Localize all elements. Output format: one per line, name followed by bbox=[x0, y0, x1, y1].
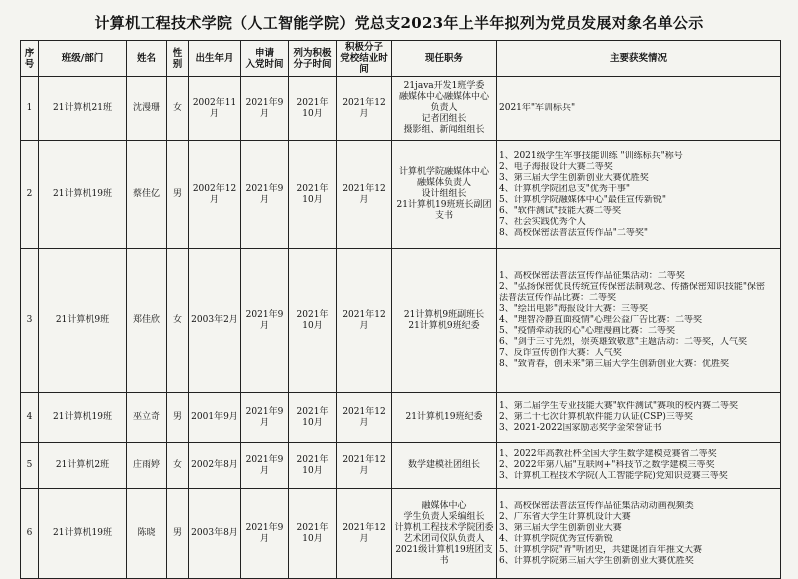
row-index: 1 bbox=[21, 77, 39, 141]
page-title: 计算机工程技术学院（人工智能学院）党总支2023年上半年拟列为党员发展对象名单公示 bbox=[94, 14, 704, 32]
row-apply-date: 2021年9月 bbox=[241, 489, 289, 579]
award-item: 2021年"军训标兵" bbox=[499, 103, 576, 113]
row-birth: 2002年11月 bbox=[189, 77, 241, 141]
row-index: 6 bbox=[21, 489, 39, 579]
award-item: 3、第三届大学生创新创业大赛 bbox=[499, 522, 622, 533]
row-activist-date: 2021年10月 bbox=[289, 489, 337, 579]
table-row bbox=[21, 489, 781, 579]
award-item: 5、计算机学院"青"听团史，共建诞团百年推文大赛 bbox=[499, 544, 703, 555]
header-position: 现任职务 bbox=[392, 41, 497, 77]
row-awards bbox=[497, 489, 781, 579]
row-class: 21计算机21班 bbox=[39, 77, 127, 141]
row-name: 郑佳欣 bbox=[127, 249, 167, 393]
row-training-date: 2021年12月 bbox=[337, 393, 392, 443]
row-birth: 2002年12月 bbox=[189, 141, 241, 249]
header-training-date: 积极分子 党校结业时间 bbox=[337, 41, 392, 77]
row-position: 21计算机19班纪委 bbox=[392, 393, 497, 443]
award-item: 7、反诈宣传创作大赛：人气奖 bbox=[499, 348, 622, 358]
award-item: 1、第二届学生专业技能大赛"软件测试"赛项的校内赛二等奖 bbox=[499, 401, 739, 411]
row-training-date: 2021年12月 bbox=[337, 249, 392, 393]
award-item: 6、计算机学院第三届大学生创新创业大赛优胜奖 bbox=[499, 555, 694, 566]
row-name: 蔡佳亿 bbox=[127, 141, 167, 249]
row-name: 庄雨婷 bbox=[127, 443, 167, 489]
row-gender: 女 bbox=[167, 443, 189, 489]
row-activist-date: 2021年10月 bbox=[289, 77, 337, 141]
award-item: 2、广东省大学生计算机设计大赛 bbox=[499, 511, 631, 522]
table-row bbox=[21, 393, 781, 443]
row-birth: 2002年8月 bbox=[189, 443, 241, 489]
award-item: 6、"剑于三寸先烈，崇英雄致敬意"主题活动：二等奖，人气奖 bbox=[499, 337, 748, 347]
row-training-date: 2021年12月 bbox=[337, 77, 392, 141]
header-awards: 主要获奖情况 bbox=[497, 41, 781, 77]
row-gender: 男 bbox=[167, 393, 189, 443]
row-apply-date: 2021年9月 bbox=[241, 141, 289, 249]
row-index: 2 bbox=[21, 141, 39, 249]
award-item: 法普法宣传作品比赛：二等奖 bbox=[499, 293, 617, 303]
row-class: 21计算机2班 bbox=[39, 443, 127, 489]
row-awards bbox=[497, 249, 781, 393]
award-item: 5、计算机学院融媒体中心"最佳宣传新锐" bbox=[499, 194, 667, 205]
award-item: 1、2022年高教社杯全国大学生数学建模竞赛省二等奖 bbox=[499, 449, 717, 459]
row-index: 4 bbox=[21, 393, 39, 443]
row-gender: 女 bbox=[167, 77, 189, 141]
award-item: 1、高校保密法普法宣传作品征集活动：二等奖 bbox=[499, 271, 685, 281]
header-name: 姓名 bbox=[127, 41, 167, 77]
row-position: 融媒体中心 学生负责人采编组长 计算机工程技术学院团委 艺术团司仪队负责人 2021级计算机19班团支书 bbox=[392, 489, 497, 579]
row-awards bbox=[497, 393, 781, 443]
row-position: 数学建模社团组长 bbox=[392, 443, 497, 489]
row-training-date: 2021年12月 bbox=[337, 443, 392, 489]
award-item: 2、第二十七次计算机软件能力认证(CSP)三等奖 bbox=[499, 412, 693, 422]
row-awards bbox=[497, 141, 781, 249]
row-apply-date: 2021年9月 bbox=[241, 249, 289, 393]
row-awards bbox=[497, 77, 781, 141]
row-birth: 2003年2月 bbox=[189, 249, 241, 393]
row-position: 21计算机9班副班长 21计算机9班纪委 bbox=[392, 249, 497, 393]
row-name: 巫立奇 bbox=[127, 393, 167, 443]
award-item: 8、"致青春，创未来"第三届大学生创新创业大赛：优胜奖 bbox=[499, 359, 730, 369]
table-header-row bbox=[21, 41, 781, 77]
table-row bbox=[21, 249, 781, 393]
header-index: 序号 bbox=[21, 41, 39, 77]
award-item: 3、2021-2022国家励志奖学金荣誉证书 bbox=[499, 423, 662, 433]
award-item: 2、电子海报设计大赛二等奖 bbox=[499, 161, 613, 172]
row-name: 陈晓 bbox=[127, 489, 167, 579]
award-item: 4、"理智冷静直面疫情"心理公益广告比赛：二等奖 bbox=[499, 315, 703, 325]
header-gender: 性别 bbox=[167, 41, 189, 77]
table-row bbox=[21, 77, 781, 141]
header-apply-date: 申请 入党时间 bbox=[241, 41, 289, 77]
award-item: 1、2021级学生军事技能训练 "训练标兵"称号 bbox=[499, 150, 683, 161]
award-item: 8、高校保密法普法宣传作品"二等奖" bbox=[499, 227, 649, 238]
row-class: 21计算机9班 bbox=[39, 249, 127, 393]
header-activist-date: 列为积极 分子时间 bbox=[289, 41, 337, 77]
candidate-table bbox=[20, 40, 781, 579]
award-item: 1、高校保密法普法宣传作品征集活动动画视频类 bbox=[499, 500, 694, 511]
award-item: 2、"弘扬保密优良传统宣传保密法制观念、传播保密知识技能"保密 bbox=[499, 282, 766, 292]
row-apply-date: 2021年9月 bbox=[241, 443, 289, 489]
table-row bbox=[21, 141, 781, 249]
row-birth: 2001年9月 bbox=[189, 393, 241, 443]
row-gender: 男 bbox=[167, 489, 189, 579]
row-gender: 女 bbox=[167, 249, 189, 393]
header-class: 班级/部门 bbox=[39, 41, 127, 77]
award-item: 5、"疫情牵动我的心"心理漫画比赛：二等奖 bbox=[499, 326, 676, 336]
row-activist-date: 2021年10月 bbox=[289, 249, 337, 393]
row-birth: 2003年8月 bbox=[189, 489, 241, 579]
table-row bbox=[21, 443, 781, 489]
award-item: 3、第三届大学生创新创业大赛优胜奖 bbox=[499, 172, 649, 183]
row-class: 21计算机19班 bbox=[39, 393, 127, 443]
row-index: 3 bbox=[21, 249, 39, 393]
row-activist-date: 2021年10月 bbox=[289, 443, 337, 489]
row-awards bbox=[497, 443, 781, 489]
row-gender: 男 bbox=[167, 141, 189, 249]
award-item: 4、计算机学院优秀宣传新锐 bbox=[499, 533, 613, 544]
award-item: 7、社会实践优秀个人 bbox=[499, 216, 586, 227]
award-item: 3、"绘出电影"海报设计大赛：三等奖 bbox=[499, 304, 649, 314]
row-position: 21java开发1班学委 融媒体中心融媒体中心 负责人 记者团组长 摄影组、新闻组组长 bbox=[392, 77, 497, 141]
row-index: 5 bbox=[21, 443, 39, 489]
row-activist-date: 2021年10月 bbox=[289, 141, 337, 249]
award-item: 6、"软件测试"技能大赛二等奖 bbox=[499, 205, 622, 216]
row-class: 21计算机19班 bbox=[39, 141, 127, 249]
row-apply-date: 2021年9月 bbox=[241, 393, 289, 443]
row-apply-date: 2021年9月 bbox=[241, 77, 289, 141]
row-class: 21计算机19班 bbox=[39, 489, 127, 579]
award-item: 2、2022年第八届"互联网+"科技节之数学建模三等奖 bbox=[499, 460, 715, 470]
row-name: 沈漫珊 bbox=[127, 77, 167, 141]
row-activist-date: 2021年10月 bbox=[289, 393, 337, 443]
row-training-date: 2021年12月 bbox=[337, 489, 392, 579]
header-birth: 出生年月 bbox=[189, 41, 241, 77]
award-item: 4、计算机学院团总支"优秀干事" bbox=[499, 183, 631, 194]
row-training-date: 2021年12月 bbox=[337, 141, 392, 249]
row-position: 计算机学院融媒体中心 融媒体负责人 设计组组长 21计算机19班班长副团支书 bbox=[392, 141, 497, 249]
award-item: 3、计算机工程技术学院(人工智能学院)党知识竞赛三等奖 bbox=[499, 471, 728, 481]
